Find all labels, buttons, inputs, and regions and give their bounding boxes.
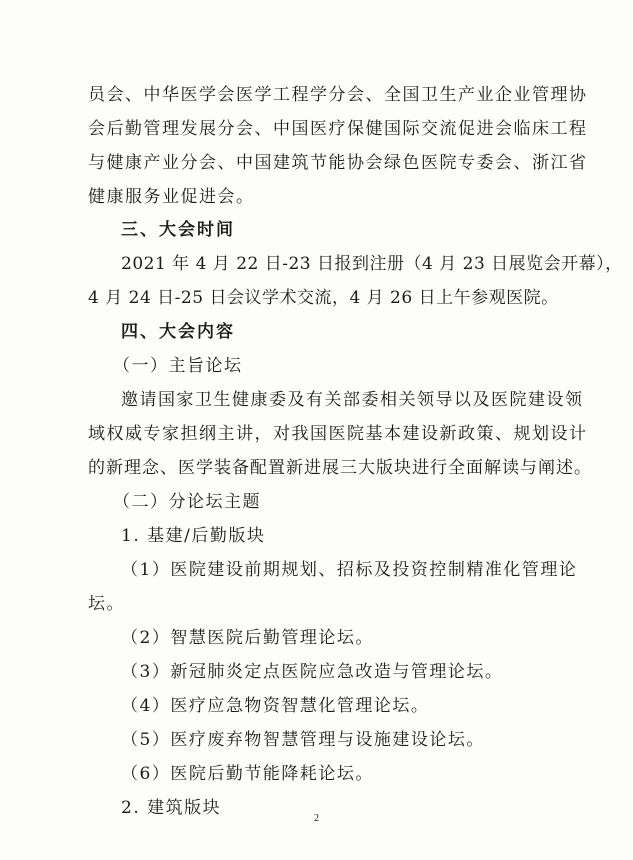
list-item: （3）新冠肺炎定点医院应急改造与管理论坛。 xyxy=(121,662,504,682)
body-line: 邀请国家卫生健康委及有关部委相关领导以及医院建设领 xyxy=(121,390,584,410)
body-line: 健康服务业促进会。 xyxy=(88,187,255,207)
body-line: 的新理念、医学装备配置新进展三大版块进行全面解读与阐述。 xyxy=(88,458,592,478)
section-heading-time: 三、大会时间 xyxy=(121,220,235,240)
list-item: （4）医疗应急物资智慧化管理论坛。 xyxy=(121,696,430,716)
subsection-heading: （二）分论坛主题 xyxy=(113,492,261,512)
list-item: （6）医院后勤节能降耗论坛。 xyxy=(121,764,374,784)
list-item: （1）医院建设前期规划、招标及投资控制精准化管理论 xyxy=(121,560,578,580)
body-line: 4 月 24 日-25 日会议学术交流，4 月 26 日上午参观医院。 xyxy=(88,288,559,308)
page-number: 2 xyxy=(314,813,319,824)
body-line: 域权威专家担纲主讲，对我国医院基本建设新政策、规划设计 xyxy=(88,424,588,444)
section-heading-content: 四、大会内容 xyxy=(121,322,235,342)
list-item-continuation: 坛。 xyxy=(88,594,125,614)
subsection-heading: （一）主旨论坛 xyxy=(113,356,243,376)
body-line: 员会、中华医学会医学工程学分会、全国卫生产业企业管理协 xyxy=(88,85,588,105)
body-line: 会后勤管理发展分会、中国医疗保健国际交流促进会临床工程 xyxy=(88,119,588,139)
list-heading: 1. 基建/后勤版块 xyxy=(121,526,266,546)
body-line: 2021 年 4 月 22 日-23 日报到注册（4 月 23 日展览会开幕）， xyxy=(121,254,623,274)
list-item: （5）医疗废弃物智慧管理与设施建设论坛。 xyxy=(121,730,485,750)
list-heading: 2. 建筑版块 xyxy=(121,798,222,818)
body-line: 与健康产业分会、中国建筑节能协会绿色医院专委会、浙江省 xyxy=(88,153,588,173)
list-item: （2）智慧医院后勤管理论坛。 xyxy=(121,628,374,648)
